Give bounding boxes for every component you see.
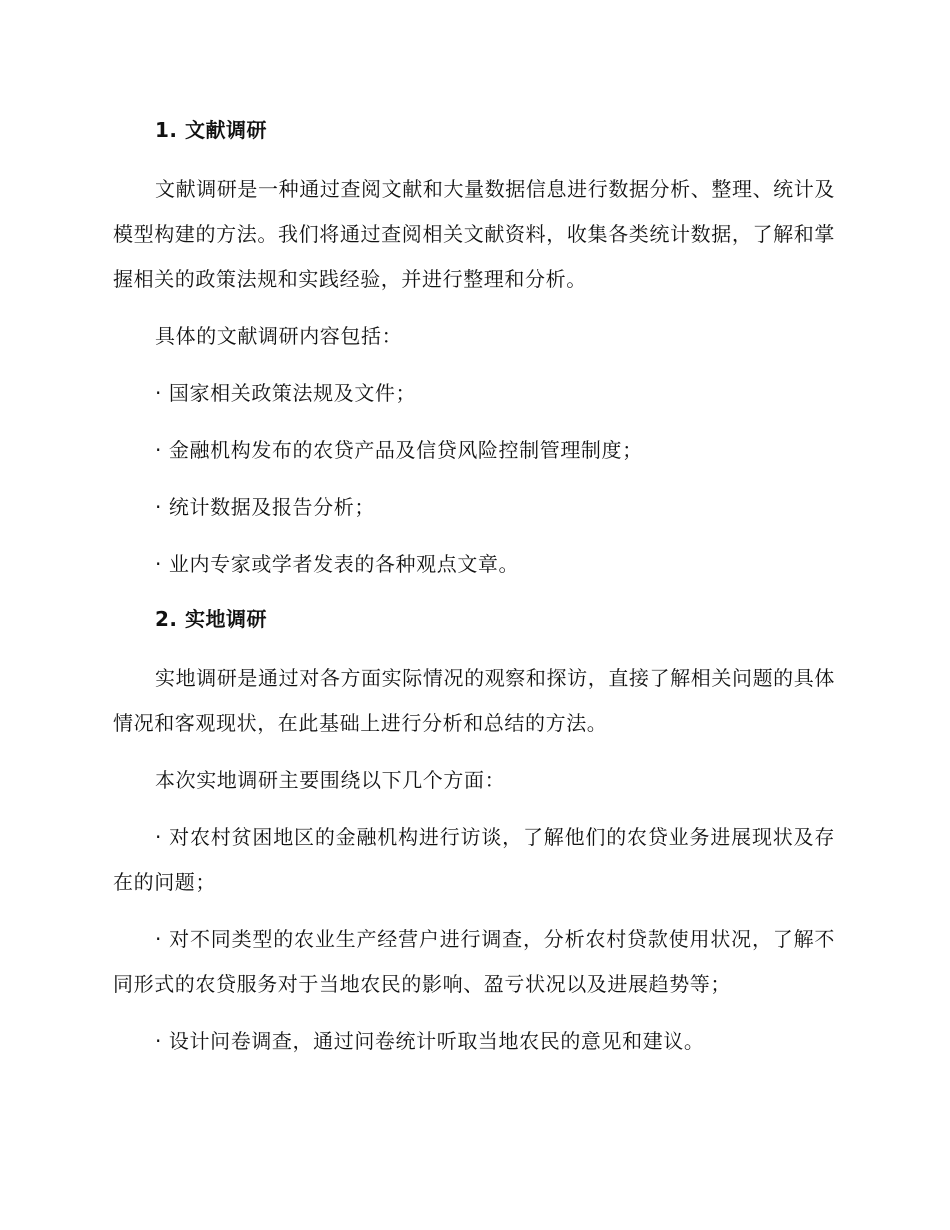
paragraph-literature-definition: 文献调研是一种通过查阅文献和大量数据信息进行数据分析、整理、统计及模型构建的方法。我们将通过查阅相关文献资料，收集各类统计数据，了解和掌握相关的政策法规和实践经验，并进行整理和分析。 <box>113 177 835 291</box>
paragraph-field-aspects-intro: 本次实地调研主要围绕以下几个方面： <box>155 768 506 792</box>
list-item: · 对不同类型的农业生产经营户进行调查，分析农村贷款使用状况，了解不同形式的农贷服务对于当地农民的影响、盈亏状况以及进展趋势等； <box>113 927 835 996</box>
paragraph-literature-contents-intro: 具体的文献调研内容包括： <box>155 324 403 348</box>
list-item: · 业内专家或学者发表的各种观点文章。 <box>155 552 520 576</box>
list-item: · 对农村贫困地区的金融机构进行访谈，了解他们的农贷业务进展现状及存在的问题； <box>113 825 835 894</box>
section-heading-field-research: 2. 实地调研 <box>155 607 267 631</box>
paragraph-field-definition: 实地调研是通过对各方面实际情况的观察和探访，直接了解相关问题的具体情况和客观现状，在此基础上进行分析和总结的方法。 <box>113 666 835 735</box>
list-item: · 设计问卷调查，通过问卷统计听取当地农民的意见和建议。 <box>155 1029 705 1053</box>
document-body <box>113 110 835 1076</box>
list-item: · 国家相关政策法规及文件； <box>155 381 417 405</box>
list-item: · 统计数据及报告分析； <box>155 495 375 519</box>
list-item: · 金融机构发布的农贷产品及信贷风险控制管理制度； <box>155 438 643 462</box>
section-heading-literature-research: 1. 文献调研 <box>155 118 267 142</box>
